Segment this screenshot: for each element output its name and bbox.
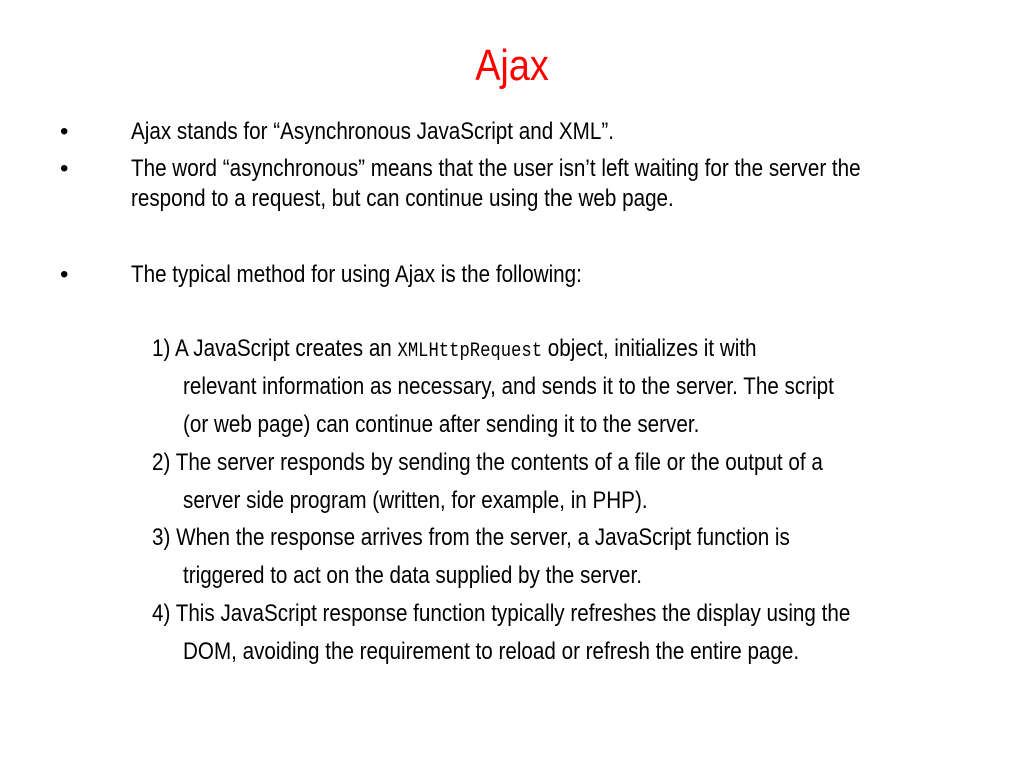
step-4-line: 4) This JavaScript response function typically refreshes the display using the bbox=[152, 600, 851, 627]
step-2-line: 2) The server responds by sending the contents of a file or the output of a bbox=[152, 449, 823, 476]
step-3-continuation: triggered to act on the data supplied by the server. bbox=[183, 562, 642, 589]
step-4-continuation: DOM, avoiding the requirement to reload or refresh the entire page. bbox=[183, 638, 800, 665]
step-2-continuation: server side program (written, for example, in PHP). bbox=[183, 487, 648, 514]
code-xmlhttprequest: XMLHttpRequest bbox=[397, 340, 543, 363]
bullet-marker: • bbox=[60, 261, 69, 288]
step-text: 1) A JavaScript creates an bbox=[152, 335, 398, 362]
slide-title: Ajax bbox=[475, 41, 549, 90]
bullet-marker: • bbox=[60, 118, 69, 145]
bullet-text: respond to a request, but can continue using the web page. bbox=[131, 185, 674, 212]
bullet-text: The typical method for using Ajax is the following: bbox=[131, 261, 582, 288]
step-text: object, initializes it with bbox=[542, 335, 757, 362]
step-1-line bbox=[152, 333, 757, 368]
bullet-text: The word “asynchronous” means that the user isn’t left waiting for the server the bbox=[131, 155, 861, 182]
bullet-marker: • bbox=[60, 155, 69, 182]
step-1-continuation: relevant information as necessary, and sends it to the server. The script bbox=[183, 373, 834, 400]
step-1-continuation: (or web page) can continue after sending it to the server. bbox=[183, 411, 700, 438]
step-3-line: 3) When the response arrives from the server, a JavaScript function is bbox=[152, 524, 790, 551]
bullet-text: Ajax stands for “Asynchronous JavaScript and XML”. bbox=[131, 118, 614, 145]
